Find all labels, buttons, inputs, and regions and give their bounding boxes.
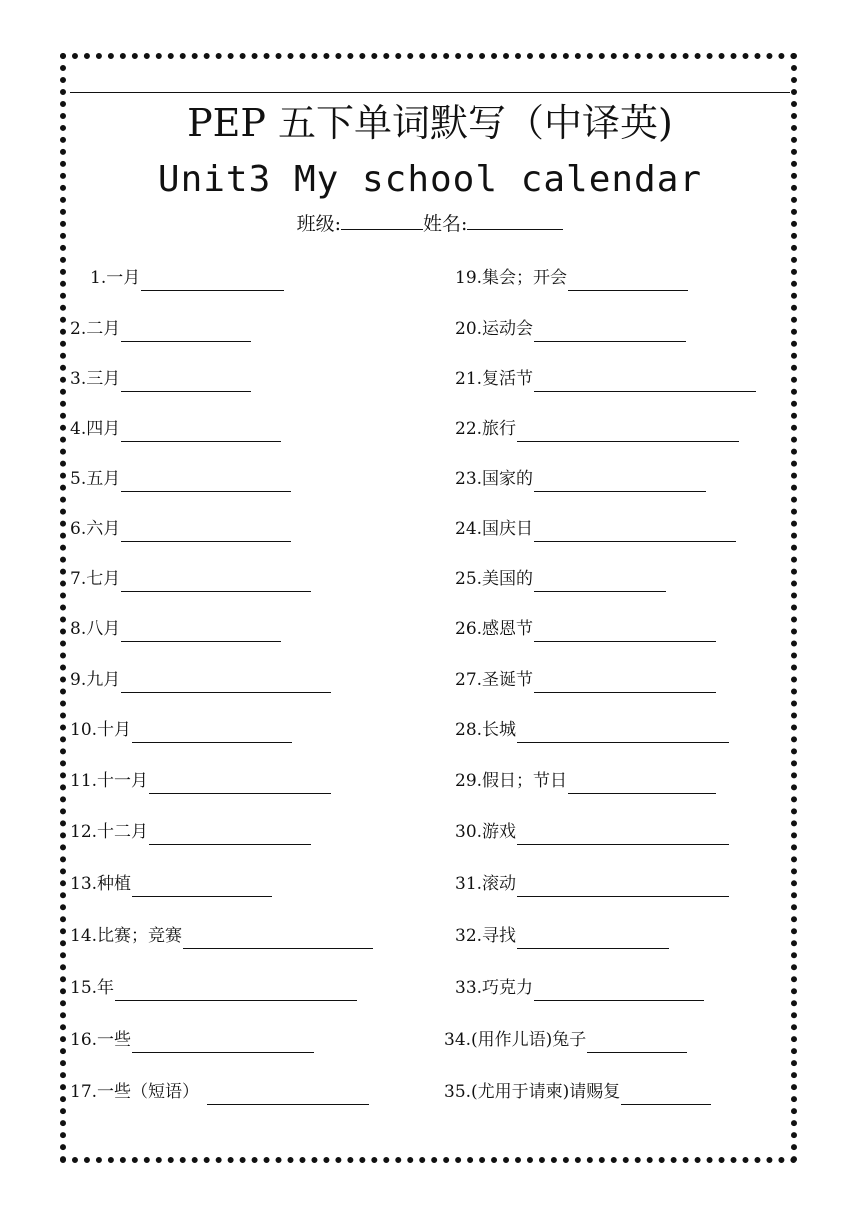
vocab-prompt: 30.游戏	[455, 822, 517, 842]
vocab-item	[70, 366, 251, 392]
vocab-prompt: 11.十一月	[70, 771, 149, 791]
vocab-prompt: 20.运动会	[455, 319, 534, 339]
vocab-item	[455, 366, 756, 392]
answer-blank[interactable]	[534, 471, 706, 492]
vocab-item	[70, 819, 311, 845]
answer-blank[interactable]	[121, 571, 311, 592]
class-label: 班级:	[296, 213, 341, 235]
vocab-item	[70, 416, 281, 442]
vocab-item	[455, 871, 729, 897]
vocab-item	[70, 1027, 314, 1053]
vocab-prompt: 12.十二月	[70, 822, 149, 842]
vocab-item	[70, 717, 292, 743]
answer-blank[interactable]	[534, 371, 756, 392]
answer-blank[interactable]	[587, 1032, 687, 1053]
vocab-item	[455, 516, 736, 542]
vocab-prompt: 34.(用作儿语)兔子	[444, 1030, 587, 1050]
vocab-item	[70, 768, 331, 794]
answer-blank[interactable]	[534, 672, 716, 693]
vocab-item	[455, 616, 716, 642]
vocab-item	[70, 516, 291, 542]
vocab-item	[70, 975, 357, 1001]
answer-blank[interactable]	[534, 321, 686, 342]
vocab-prompt: 10.十月	[70, 720, 132, 740]
vocab-prompt: 35.(尤用于请柬)请赐复	[444, 1082, 621, 1102]
vocab-item	[70, 1079, 369, 1105]
vocab-item	[70, 923, 373, 949]
answer-blank[interactable]	[115, 980, 357, 1001]
top-rule	[70, 92, 790, 93]
answer-blank[interactable]	[149, 773, 331, 794]
vocab-prompt: 2.二月	[70, 319, 121, 339]
vocab-item	[455, 416, 739, 442]
vocab-item	[70, 667, 331, 693]
answer-blank[interactable]	[517, 928, 669, 949]
answer-blank[interactable]	[534, 521, 736, 542]
worksheet-subtitle: Unit3 My school calendar	[157, 159, 703, 200]
answer-blank[interactable]	[121, 621, 281, 642]
answer-blank[interactable]	[621, 1084, 711, 1105]
vocab-prompt: 33.巧克力	[455, 978, 534, 998]
vocab-prompt: 31.滚动	[455, 874, 517, 894]
vocab-item	[444, 1027, 687, 1053]
vocab-item	[455, 768, 716, 794]
answer-blank[interactable]	[121, 321, 251, 342]
student-info-line	[0, 207, 860, 239]
vocab-item	[70, 616, 281, 642]
vocab-prompt: 29.假日；节日	[455, 771, 568, 791]
class-blank[interactable]	[341, 207, 423, 230]
vocab-item	[455, 316, 686, 342]
answer-blank[interactable]	[132, 1032, 314, 1053]
vocab-item	[455, 667, 716, 693]
answer-blank[interactable]	[568, 270, 688, 291]
vocab-prompt: 8.八月	[70, 619, 121, 639]
name-blank[interactable]	[467, 207, 563, 230]
vocab-prompt: 23.国家的	[455, 469, 534, 489]
answer-blank[interactable]	[183, 928, 373, 949]
vocab-prompt: 7.七月	[70, 569, 121, 589]
vocab-prompt: 24.国庆日	[455, 519, 534, 539]
answer-blank[interactable]	[132, 876, 272, 897]
vocab-prompt: 22.旅行	[455, 419, 517, 439]
vocab-prompt: 28.长城	[455, 720, 517, 740]
answer-blank[interactable]	[121, 471, 291, 492]
answer-blank[interactable]	[517, 421, 739, 442]
answer-blank[interactable]	[121, 521, 291, 542]
vocab-item	[444, 1079, 711, 1105]
answer-blank[interactable]	[534, 980, 704, 1001]
vocab-prompt: 5.五月	[70, 469, 121, 489]
vocab-prompt: 3.三月	[70, 369, 121, 389]
answer-blank[interactable]	[534, 621, 716, 642]
answer-blank[interactable]	[517, 876, 729, 897]
vocab-item	[90, 265, 284, 291]
vocab-item	[455, 923, 669, 949]
vocab-prompt: 6.六月	[70, 519, 121, 539]
vocab-prompt: 19.集会；开会	[455, 268, 568, 288]
vocab-item	[70, 566, 311, 592]
vocab-prompt: 13.种植	[70, 874, 132, 894]
vocab-item	[455, 566, 666, 592]
vocab-prompt: 17.一些（短语）	[70, 1082, 200, 1102]
vocab-prompt: 25.美国的	[455, 569, 534, 589]
answer-blank[interactable]	[121, 421, 281, 442]
answer-blank[interactable]	[149, 824, 311, 845]
vocab-item	[455, 265, 688, 291]
vocab-prompt: 16.一些	[70, 1030, 132, 1050]
vocab-item	[70, 871, 272, 897]
answer-blank[interactable]	[141, 270, 284, 291]
vocab-prompt: 27.圣诞节	[455, 670, 534, 690]
answer-blank[interactable]	[534, 571, 666, 592]
answer-blank[interactable]	[517, 824, 729, 845]
vocab-item	[70, 316, 251, 342]
vocab-prompt: 21.复活节	[455, 369, 534, 389]
vocab-item	[455, 466, 706, 492]
vocab-item	[455, 819, 729, 845]
vocab-prompt: 14.比赛；竞赛	[70, 926, 183, 946]
worksheet-title: PEP 五下单词默写（中译英)	[187, 101, 673, 145]
answer-blank[interactable]	[207, 1084, 369, 1105]
vocab-prompt: 1.一月	[90, 268, 141, 288]
answer-blank[interactable]	[121, 371, 251, 392]
vocab-prompt: 26.感恩节	[455, 619, 534, 639]
answer-blank[interactable]	[568, 773, 716, 794]
vocab-item	[455, 975, 704, 1001]
vocab-prompt: 15.年	[70, 978, 115, 998]
answer-blank[interactable]	[517, 722, 729, 743]
answer-blank[interactable]	[121, 672, 331, 693]
answer-blank[interactable]	[132, 722, 292, 743]
name-label: 姓名:	[423, 213, 468, 235]
vocab-prompt: 32.寻找	[455, 926, 517, 946]
vocab-prompt: 9.九月	[70, 670, 121, 690]
vocab-prompt: 4.四月	[70, 419, 121, 439]
vocab-item	[70, 466, 291, 492]
vocab-item	[455, 717, 729, 743]
